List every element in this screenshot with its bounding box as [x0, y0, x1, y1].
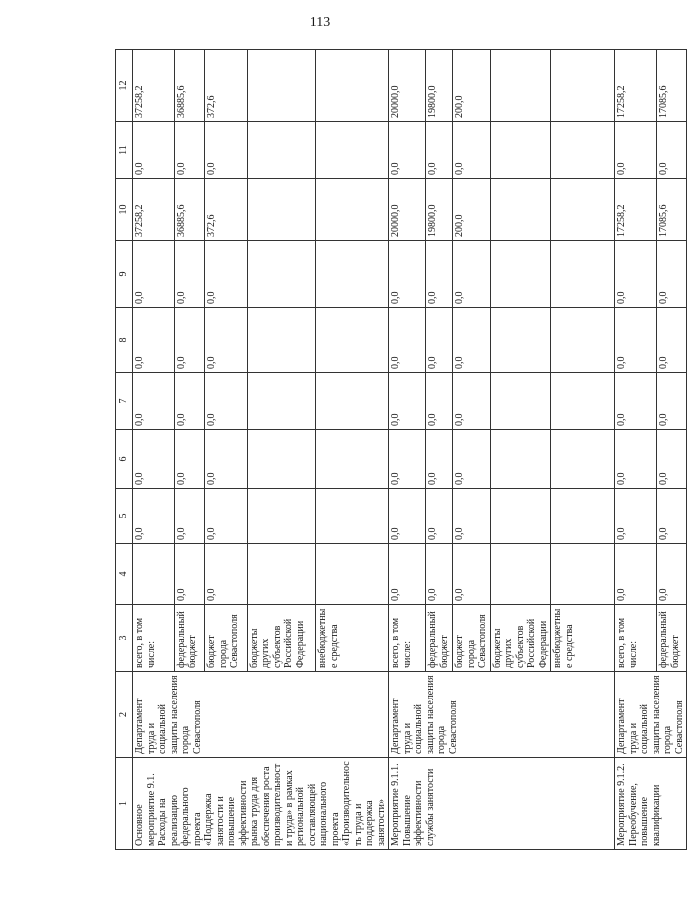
amount-cell: 0,0 [426, 308, 453, 373]
table-row [389, 50, 426, 850]
amount-cell: 0,0 [133, 122, 175, 179]
amount-cell: 0,0 [174, 489, 205, 544]
column-header: 4 [116, 544, 133, 605]
amount-cell [247, 373, 316, 430]
amount-cell: 0,0 [657, 544, 687, 605]
amount-cell: 0,0 [205, 122, 247, 179]
amount-cell: 0,0 [453, 489, 491, 544]
event-name-cell: Мероприятие 9.1.1. Повышение эффективности службы занятости [389, 758, 615, 850]
amount-cell: 372,6 [205, 179, 247, 241]
amount-cell [490, 241, 551, 308]
amount-cell: 0,0 [453, 430, 491, 489]
amount-cell: 0,0 [205, 308, 247, 373]
amount-cell [490, 544, 551, 605]
amount-cell: 0,0 [133, 241, 175, 308]
column-header: 12 [116, 50, 133, 122]
amount-cell: 0,0 [389, 430, 426, 489]
amount-cell: 0,0 [615, 544, 657, 605]
amount-cell [490, 489, 551, 544]
amount-cell: 17085,6 [657, 179, 687, 241]
amount-cell [247, 122, 316, 179]
amount-cell: 0,0 [389, 241, 426, 308]
amount-cell: 0,0 [174, 122, 205, 179]
funding-source-cell: федеральный бюджет [426, 605, 453, 672]
amount-cell: 0,0 [615, 373, 657, 430]
amount-cell [247, 544, 316, 605]
amount-cell: 0,0 [133, 373, 175, 430]
amount-cell [490, 50, 551, 122]
table-row [133, 50, 175, 850]
amount-cell: 0,0 [615, 241, 657, 308]
event-name-cell: Мероприятие 9.1.2. Переобучение, повышение квалификации [615, 758, 687, 850]
budget-table-body [116, 50, 687, 850]
amount-cell: 0,0 [615, 122, 657, 179]
amount-cell: 0,0 [615, 430, 657, 489]
amount-cell: 0,0 [657, 373, 687, 430]
amount-cell: 0,0 [426, 544, 453, 605]
amount-cell [247, 430, 316, 489]
amount-cell [490, 430, 551, 489]
amount-cell [247, 241, 316, 308]
amount-cell: 0,0 [615, 308, 657, 373]
column-header: 5 [116, 489, 133, 544]
amount-cell [316, 489, 389, 544]
amount-cell: 0,0 [389, 489, 426, 544]
amount-cell: 0,0 [205, 544, 247, 605]
column-header: 7 [116, 373, 133, 430]
amount-cell: 20000,0 [389, 179, 426, 241]
amount-cell [551, 373, 615, 430]
funding-source-cell: внебюджетные средства [551, 605, 615, 672]
amount-cell: 17258,2 [615, 50, 657, 122]
amount-cell: 0,0 [389, 122, 426, 179]
column-header: 10 [116, 179, 133, 241]
amount-cell: 0,0 [389, 544, 426, 605]
amount-cell: 0,0 [453, 373, 491, 430]
amount-cell [551, 430, 615, 489]
executor-cell: Департамент труда и социальной защиты населения города Севастополя [133, 672, 389, 758]
amount-cell [551, 179, 615, 241]
amount-cell: 17258,2 [615, 179, 657, 241]
table-rotated-container [115, 50, 685, 850]
amount-cell: 19800,0 [426, 50, 453, 122]
amount-cell [551, 544, 615, 605]
funding-source-cell: бюджет города Севастополя [453, 605, 491, 672]
amount-cell [316, 373, 389, 430]
amount-cell [490, 179, 551, 241]
amount-cell: 0,0 [453, 241, 491, 308]
amount-cell: 0,0 [657, 430, 687, 489]
amount-cell [316, 308, 389, 373]
amount-cell [551, 241, 615, 308]
amount-cell: 200,0 [453, 179, 491, 241]
page-number: 113 [309, 15, 331, 30]
amount-cell [247, 489, 316, 544]
amount-cell [247, 50, 316, 122]
amount-cell [316, 544, 389, 605]
amount-cell: 0,0 [657, 241, 687, 308]
table-row [615, 50, 657, 850]
amount-cell: 0,0 [174, 430, 205, 489]
amount-cell [490, 122, 551, 179]
column-header: 11 [116, 122, 133, 179]
funding-source-cell: всего, в том числе: [133, 605, 175, 672]
funding-source-cell: федеральный бюджет [174, 605, 205, 672]
executor-cell: Департамент труда и социальной защиты населения города Севастополя [389, 672, 615, 758]
amount-cell [316, 241, 389, 308]
amount-cell: 0,0 [389, 373, 426, 430]
amount-cell: 0,0 [389, 308, 426, 373]
amount-cell: 0,0 [174, 373, 205, 430]
amount-cell: 20000,0 [389, 50, 426, 122]
amount-cell: 0,0 [426, 430, 453, 489]
amount-cell: 372,6 [205, 50, 247, 122]
column-header: 6 [116, 430, 133, 489]
amount-cell: 0,0 [657, 308, 687, 373]
amount-cell: 37258,2 [133, 50, 175, 122]
amount-cell [490, 373, 551, 430]
event-name-cell: Основное мероприятие 9.1. Расходы на реализацию федерального проекта «Поддержка занятости и повышение эффективности рынка труда для обеспечения роста производительности труда» в рамках региональной составляющей национального проекта «Производительность труда и поддержка занятости» [133, 758, 389, 850]
amount-cell: 0,0 [205, 373, 247, 430]
amount-cell: 0,0 [453, 544, 491, 605]
amount-cell: 0,0 [205, 241, 247, 308]
amount-cell [316, 179, 389, 241]
amount-cell: 36885,6 [174, 50, 205, 122]
amount-cell: 0,0 [133, 430, 175, 489]
amount-cell: 0,0 [174, 544, 205, 605]
amount-cell [316, 122, 389, 179]
funding-source-cell: внебюджетные средства [316, 605, 389, 672]
amount-cell: 0,0 [426, 122, 453, 179]
amount-cell: 0,0 [453, 308, 491, 373]
amount-cell [247, 308, 316, 373]
amount-cell: 0,0 [426, 373, 453, 430]
amount-cell: 0,0 [205, 489, 247, 544]
amount-cell [551, 50, 615, 122]
funding-source-cell: всего, в том числе: [615, 605, 657, 672]
funding-source-cell: бюджеты других субъектов Российской Федерации [490, 605, 551, 672]
amount-cell [551, 122, 615, 179]
funding-source-cell: бюджеты других субъектов Российской Федерации [247, 605, 316, 672]
funding-source-cell: всего, в том числе: [389, 605, 426, 672]
funding-source-cell: бюджет города Севастополя [205, 605, 247, 672]
amount-cell: 36885,6 [174, 179, 205, 241]
amount-cell: 0,0 [205, 430, 247, 489]
amount-cell: 17085,6 [657, 50, 687, 122]
amount-cell: 0,0 [133, 308, 175, 373]
amount-cell: 0,0 [453, 122, 491, 179]
amount-cell: 0,0 [615, 489, 657, 544]
amount-cell: 0,0 [133, 489, 175, 544]
amount-cell [316, 50, 389, 122]
amount-cell: 0,0 [657, 122, 687, 179]
amount-cell: 200,0 [453, 50, 491, 122]
amount-cell: 37258,2 [133, 179, 175, 241]
column-header: 1 [116, 758, 133, 850]
amount-cell [551, 308, 615, 373]
amount-cell: 0,0 [657, 489, 687, 544]
amount-cell [316, 430, 389, 489]
column-header: 9 [116, 241, 133, 308]
amount-cell [551, 489, 615, 544]
column-header: 2 [116, 672, 133, 758]
amount-cell: 19800,0 [426, 179, 453, 241]
amount-cell [490, 308, 551, 373]
amount-cell: 0,0 [426, 241, 453, 308]
column-header: 3 [116, 605, 133, 672]
executor-cell: Департамент труда и социальной защиты населения города Севастополя [615, 672, 687, 758]
amount-cell [247, 179, 316, 241]
funding-source-cell: федеральный бюджет [657, 605, 687, 672]
column-header: 8 [116, 308, 133, 373]
budget-table [115, 49, 687, 850]
amount-cell: 0,0 [174, 241, 205, 308]
amount-cell [133, 544, 175, 605]
column-number-row [116, 50, 133, 850]
amount-cell: 0,0 [174, 308, 205, 373]
amount-cell: 0,0 [426, 489, 453, 544]
